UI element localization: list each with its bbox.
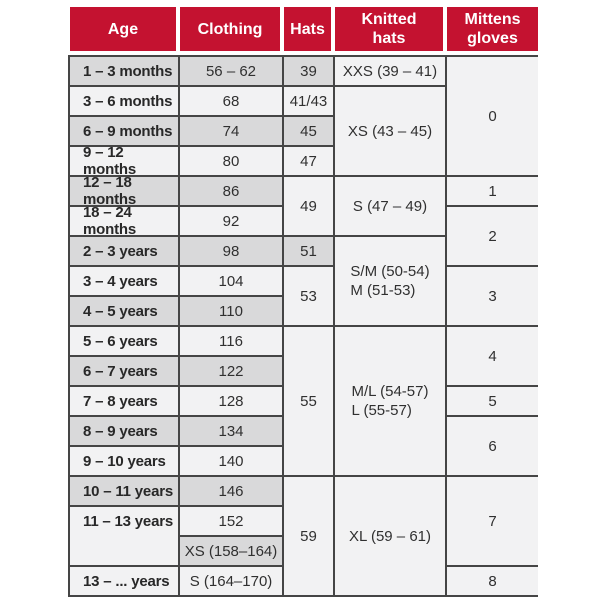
clothing-cell: 56 – 62 [180, 57, 284, 87]
hats-cell: 55 [284, 327, 335, 477]
clothing-cell: 152 [180, 507, 284, 537]
table-body [68, 55, 538, 597]
hats-cell: 59 [284, 477, 335, 597]
clothing-cell: 80 [180, 147, 284, 177]
age-cell: 9 – 12 months [70, 147, 180, 177]
knitted-hats-cell [335, 237, 447, 327]
clothing-cell: 92 [180, 207, 284, 237]
age-cell: 2 – 3 years [70, 237, 180, 267]
age-cell: 3 – 6 months [70, 87, 180, 117]
table-header-row [68, 7, 538, 51]
hats-cell: 39 [284, 57, 335, 87]
column-header-mittens-gloves: Mittens gloves [447, 7, 538, 51]
knitted-hats-line: M (51-53) [350, 282, 416, 299]
column-header-hats: Hats [284, 7, 335, 51]
age-cell: 5 – 6 years [70, 327, 180, 357]
clothing-cell: 116 [180, 327, 284, 357]
size-chart-table [68, 7, 538, 597]
hats-cell: 47 [284, 147, 335, 177]
age-cell: 7 – 8 years [70, 387, 180, 417]
mittens-gloves-cell: 8 [447, 567, 538, 597]
age-cell: 6 – 9 months [70, 117, 180, 147]
mittens-gloves-cell: 6 [447, 417, 538, 477]
mittens-gloves-cell: 1 [447, 177, 538, 207]
age-cell: 9 – 10 years [70, 447, 180, 477]
mittens-gloves-cell: 7 [447, 477, 538, 567]
age-cell: 4 – 5 years [70, 297, 180, 327]
age-cell: 18 – 24 months [70, 207, 180, 237]
knitted-hats-line: M/L (54-57) [351, 383, 429, 400]
clothing-cell: 122 [180, 357, 284, 387]
knitted-hats-line: L (55-57) [351, 402, 412, 419]
hats-cell: 51 [284, 237, 335, 267]
hats-cell: 41/43 [284, 87, 335, 117]
age-cell: 3 – 4 years [70, 267, 180, 297]
age-cell: 1 – 3 months [70, 57, 180, 87]
clothing-cell: 110 [180, 297, 284, 327]
knitted-hats-cell: S (47 – 49) [335, 177, 447, 237]
knitted-hats-cell [335, 327, 447, 477]
clothing-cell: 98 [180, 237, 284, 267]
clothing-cell: S (164–170) [180, 567, 284, 597]
mittens-gloves-cell: 5 [447, 387, 538, 417]
age-cell: 6 – 7 years [70, 357, 180, 387]
mittens-gloves-cell: 4 [447, 327, 538, 387]
clothing-cell: 74 [180, 117, 284, 147]
clothing-cell: 104 [180, 267, 284, 297]
age-cell: 13 – ... years [70, 567, 180, 597]
clothing-cell: XS (158–164) [180, 537, 284, 567]
hats-cell: 49 [284, 177, 335, 237]
knitted-hats-label [352, 382, 429, 420]
hats-cell: 53 [284, 267, 335, 327]
clothing-cell: 134 [180, 417, 284, 447]
column-header-clothing: Clothing [180, 7, 284, 51]
mittens-gloves-cell: 2 [447, 207, 538, 267]
clothing-cell: 68 [180, 87, 284, 117]
mittens-gloves-cell: 0 [447, 57, 538, 177]
age-cell: 8 – 9 years [70, 417, 180, 447]
knitted-hats-cell: XL (59 – 61) [335, 477, 447, 597]
clothing-cell: 86 [180, 177, 284, 207]
knitted-hats-cell: XXS (39 – 41) [335, 57, 447, 87]
knitted-hats-label [350, 262, 429, 300]
knitted-hats-line: S/M (50-54) [350, 263, 430, 280]
age-cell: 12 – 18 months [70, 177, 180, 207]
mittens-gloves-cell: 3 [447, 267, 538, 327]
hats-cell: 45 [284, 117, 335, 147]
age-cell: 10 – 11 years [70, 477, 180, 507]
age-cell: 11 – 13 years [70, 507, 180, 567]
clothing-cell: 128 [180, 387, 284, 417]
clothing-cell: 140 [180, 447, 284, 477]
column-header-knitted-hats: Knitted hats [335, 7, 447, 51]
clothing-cell: 146 [180, 477, 284, 507]
knitted-hats-cell: XS (43 – 45) [335, 87, 447, 177]
column-header-age: Age [70, 7, 180, 51]
